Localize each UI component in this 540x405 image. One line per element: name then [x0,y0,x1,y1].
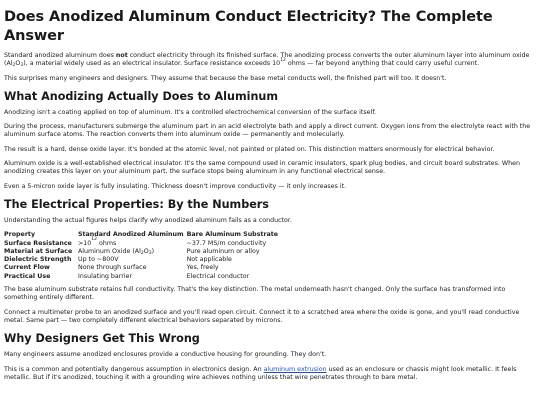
intro-sup-12: 12 [280,57,286,63]
section1-paragraph-3: The result is a hard, dense oxide layer. It's bonded at the atomic level, not painted or plated on. This distinction matters enormously for electrical behavior. [4,145,495,153]
intro-sub-2: 2 [12,63,16,69]
intro-text-c: ), a material widely used as an electrical insulator. Surface resistance exceeds 10 [23,60,281,68]
section3-text-a: This is a common and potentially dangerous assumption in electronics design. An [4,365,264,373]
table-cell-property: Current Flow [4,264,50,272]
table-cell-anodized: None through surface [78,264,147,272]
section3-paragraph-2 [4,366,536,383]
section-heading-designers: Why Designers Get This Wrong [4,332,200,346]
cell-text: >10 [78,239,92,247]
intro-text-d: ohms — far beyond anything that could carry useful current. [285,60,480,68]
properties-table [4,231,281,281]
intro-sub-3: 3 [20,63,24,69]
table-cell-anodized [78,248,187,256]
intro-paragraph-2: This surprises many engineers and designers. They assume that because the base metal conducts well, the finished part will too. It doesn't. [4,74,447,82]
section1-paragraph-1: Anodizing isn't a coating applied on top of aluminum. It's a controlled electrochemical conversion of the surface itself. [4,108,377,116]
table-header-anodized: Standard Anodized Aluminum [78,231,184,239]
section2-paragraph-3: Connect a multimeter probe to an anodized surface and you'll read open circuit. Connect it to a scratched area where the oxide is gone, and you'll read conductive metal. Same part — two completely different electrical behaviors separated by microns. [4,308,520,324]
table-cell-anodized: Insulating barrier [78,272,133,280]
section3-paragraph-1: Many engineers assume anodized enclosures provide a conductive housing for grounding. They don't. [4,351,327,359]
table-row [4,248,281,256]
table-header-property: Property [4,231,36,239]
cell-text: ) [151,247,155,255]
table-cell-bare: Pure aluminum or alloy [186,247,260,255]
cell-text: ohms [97,239,117,247]
article-title: Does Anodized Aluminum Conduct Electricity? The Complete Answer [4,9,493,44]
section1-paragraph-5: Even a 5-micron oxide layer is fully insulating. Thickness doesn't improve conductivity — it only increases it. [4,182,347,190]
cell-sup-12: 12 [91,237,98,243]
table-row [4,256,281,264]
table-cell-bare: Electrical conductor [186,272,250,280]
intro-paragraph-1 [4,52,536,69]
table-cell-property: Dielectric Strength [4,256,72,264]
intro-text-a: Standard anodized aluminum does [4,52,116,59]
table-cell-property: Practical Use [4,272,51,280]
table-cell-anodized: Up to ~800V [78,256,119,264]
table-cell-bare: ~37.7 MS/m conductivity [186,239,267,247]
table-cell-bare: Yes, freely [186,264,219,272]
table-row [4,273,281,281]
table-cell-property: Surface Resistance [4,239,72,247]
section1-paragraph-2: During the process, manufacturers submerge the aluminum part in an acid electrolyte bath and apply a direct current. Oxygen ions from the electrolyte react with the aluminum surface atoms. The reaction converts them into aluminum oxide — permanently and molecularly. [4,123,531,139]
section2-paragraph-1: Understanding the actual figures helps clarify why anodized aluminum fails as a conductor. [4,216,292,224]
intro-text-b: conduct electricity through its finished surface. The anodizing process converts the outer aluminum layer into aluminum oxide (Al [4,52,530,68]
section-heading-properties: The Electrical Properties: By the Numbers [4,197,269,211]
cell-sub-2: 2 [140,251,144,257]
section2-paragraph-2: The base aluminum substrate retains full conductivity. That's the key distinction. The metal underneath hasn't changed. Only the surface has transformed into something entirely different. [4,286,506,302]
table-header-row [4,231,281,239]
table-header-bare: Bare Aluminum Substrate [186,231,279,239]
table-cell-property: Material at Surface [4,247,73,255]
intro-emphasis-not: not [115,52,128,59]
table-row [4,264,281,272]
section1-paragraph-4: Aluminum oxide is a well-established electrical insulator. It's the same compound used in ceramic insulators, spark plug bodies, and circuit board substrates. When anodizing creates this layer on your aluminum part, the surface stops being aluminum in any functional electrical sense. [4,160,520,176]
intro-o: O [15,60,21,68]
cell-text: O [143,247,149,255]
table-row [4,240,281,248]
table-cell-bare: Not applicable [186,256,232,264]
table-cell-anodized [78,237,187,248]
cell-text: Aluminum Oxide (Al [78,247,141,255]
cell-sub-3: 3 [148,251,152,257]
aluminum-extrusion-link[interactable]: aluminum extrusion [263,365,327,373]
section-heading-anodizing: What Anodizing Actually Does to Aluminum [4,89,279,103]
section3-text-b: used as an enclosure or chassis might look metallic. It feels metallic. But if it's anodized, touching it with a grounding wire achieves nothing unless that wire penetrates through to bare metal. [4,365,517,381]
